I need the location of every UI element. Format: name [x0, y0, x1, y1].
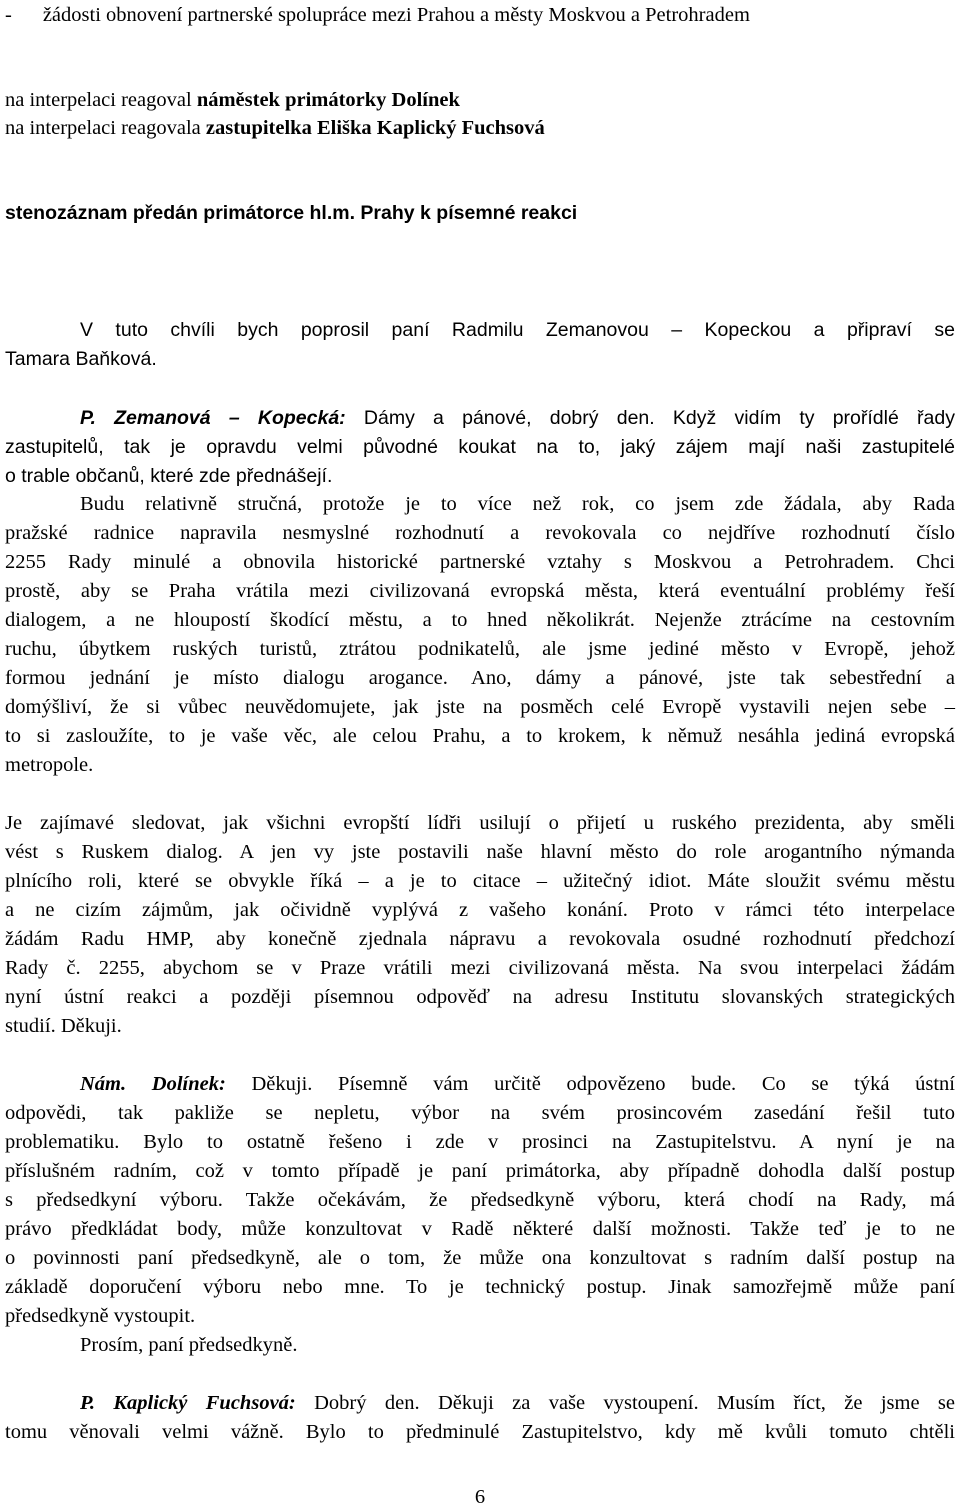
bullet-item-text: žádosti obnovení partnerské spolupráce mezi Prahou a městy Moskvou a Petrohradem	[42, 4, 750, 26]
speech-zemanova-para2-line: Rady č. 2255, abychom se v Praze vrátili mezi civilizovaná města. Na svou interpelaci žádám	[5, 957, 955, 979]
speech-zemanova-para2-line: plnícího roli, které se obvykle říká – a je to citace – užitečný idiot. Máte sloužit svému městu	[5, 870, 955, 892]
speech-zemanova-line	[5, 403, 955, 433]
bullet-dash: -	[5, 4, 12, 26]
speech-dolinek-line: s předsedkyní výboru. Takže očekávám, že předsedkyně výboru, která chodí na Rady, má	[5, 1189, 955, 1211]
speech-zemanova-para2-line: žádám Radu HMP, aby konečně zjednala nápravu a revokovala osudné rozhodnutí předchozí	[5, 928, 955, 950]
speech-kaplicky-line	[5, 1388, 955, 1418]
speech-zemanova-para2-line: studií. Děkuji.	[5, 1015, 122, 1037]
speech-zemanova-para2-line: vést s Ruskem dialog. A jen vy jste postavili naše hlavní město do role arogantního nýmanda	[5, 841, 955, 863]
speech-zemanova-para2-line: nyní ústní reakci a později písemnou odpověď na adresu Institutu slovanských strategických	[5, 986, 955, 1008]
speech-zemanova-line: formou jednání je místo dialogu arogance. Ano, dámy a pánové, jste tak sebestřední a	[5, 667, 955, 689]
speech-zemanova-line: o trable občanů, které zde přednášejí.	[5, 465, 333, 487]
speech-zemanova-para2-line: a ne cizím zájmům, jak očividně vyplývá z vašeho konání. Proto v rámci této interpelace	[5, 899, 955, 921]
speech-zemanova-line: to si zasloužíte, to je vaše věc, ale celou Prahu, a to krokem, k němuž nesáhla jediná evropská	[5, 725, 955, 747]
speech-dolinek-line: problematiku. Bylo to ostatně řešeno i zde v prosinci na Zastupitelstvu. A nyní je na	[5, 1131, 955, 1153]
speech-zemanova-para2-line: Je zajímavé sledovat, jak všichni evropští lídři usilují o přijetí u ruského prezidenta, aby směli	[5, 812, 955, 834]
speech-dolinek-line: o povinnosti paní předsedkyně, ale o tom, že může ona konzultovat s radním další postup na	[5, 1247, 955, 1269]
speech-kaplicky-line: tomu věnovali velmi vážně. Bylo to předminulé Zastupitelstvo, kdy mě kvůli tomuto chtěli	[5, 1421, 955, 1443]
reaction-line-2	[5, 113, 955, 143]
speech-zemanova-line: ruchu, úbytkem ruských turistů, ztrátou podnikatelů, ale jsme jediné město v Evropě, jehož	[5, 638, 955, 660]
speech-zemanova-line: metropole.	[5, 754, 94, 776]
reaction-person: zastupitelka Eliška Kaplický Fuchsová	[205, 117, 545, 139]
speaker-name: P. Zemanová – Kopecká:	[80, 407, 346, 429]
speech-dolinek-line	[5, 1069, 955, 1099]
speech-text: Dobrý den. Děkuji za vaše vystoupení. Musím říct, že jsme se	[295, 1392, 955, 1414]
chair-intro-line-1: V tuto chvíli bych poprosil paní Radmilu Zemanovou – Kopeckou a připraví se	[80, 319, 955, 341]
speech-zemanova-line: prostě, aby se Praha vrátila mezi civilizovaná evropská města, která eventuální problémy řeší	[5, 580, 955, 602]
speech-zemanova-line: 2255 Rady minulé a obnovila historické partnerské vztahy s Moskvou a Petrohradem. Chci	[5, 551, 955, 573]
bullet-item	[5, 0, 955, 30]
reaction-prefix: na interpelaci reagovala	[5, 117, 206, 139]
transcript-note-text: stenozáznam předán primátorce hl.m. Prahy k písemné reakci	[5, 202, 578, 224]
speech-dolinek-line: předsedkyně vystoupit.	[5, 1305, 196, 1327]
speech-text: Děkuji. Písemně vám určitě odpovězeno bude. Co se týká ústní	[225, 1073, 955, 1095]
speech-zemanova-line: dialogem, a ne hloupostí škodící městu, a to hned několikrát. Nejenže ztrácíme na cestovním	[5, 609, 955, 631]
speech-text: Dámy a pánové, dobrý den. Když vidím ty prořídlé řady	[345, 407, 955, 429]
speaker-name: Nám. Dolínek:	[80, 1073, 226, 1095]
chair-intro-line-2: Tamara Baňková.	[5, 348, 157, 370]
speech-dolinek-line: odpovědi, tak pakliže se nepletu, výbor na svém prosincovém zasedání řešil tuto	[5, 1102, 955, 1124]
speech-zemanova-line: pražské radnice napravila nesmyslné rozhodnutí a revokovala co nejdříve rozhodnutí číslo	[5, 522, 955, 544]
speech-zemanova-line: zastupitelů, tak je opravdu velmi původné koukat na to, jaký zájem mají naši zastupitelé	[5, 436, 955, 458]
reaction-person: náměstek primátorky Dolínek	[196, 89, 460, 111]
reaction-prefix: na interpelaci reagoval	[5, 89, 197, 111]
speech-zemanova-line: Budu relativně stručná, protože je to více než rok, co jsem zde žádala, aby Rada	[80, 493, 955, 515]
speech-dolinek-line: základě doporučení výboru nebo mne. To je technický postup. Jinak samozřejmě může paní	[5, 1276, 955, 1298]
speech-dolinek-line: příslušném radním, což v tomto případě je paní primátorka, aby případně dohodla další postup	[5, 1160, 955, 1182]
reaction-line-1	[5, 85, 955, 115]
speech-zemanova-line: domýšliví, že si vůbec neuvědomujete, jak jste na posměch celé Evropě vystavili nejen sebe –	[5, 696, 955, 718]
transcript-note	[5, 198, 955, 228]
speech-dolinek-line: Prosím, paní předsedkyně.	[80, 1334, 298, 1356]
speaker-name: P. Kaplický Fuchsová:	[80, 1392, 296, 1414]
speech-dolinek-line: právo předkládat body, může konzultovat v Radě některé další možnosti. Takže teď je to ne	[5, 1218, 955, 1240]
page-number: 6	[474, 1486, 486, 1508]
